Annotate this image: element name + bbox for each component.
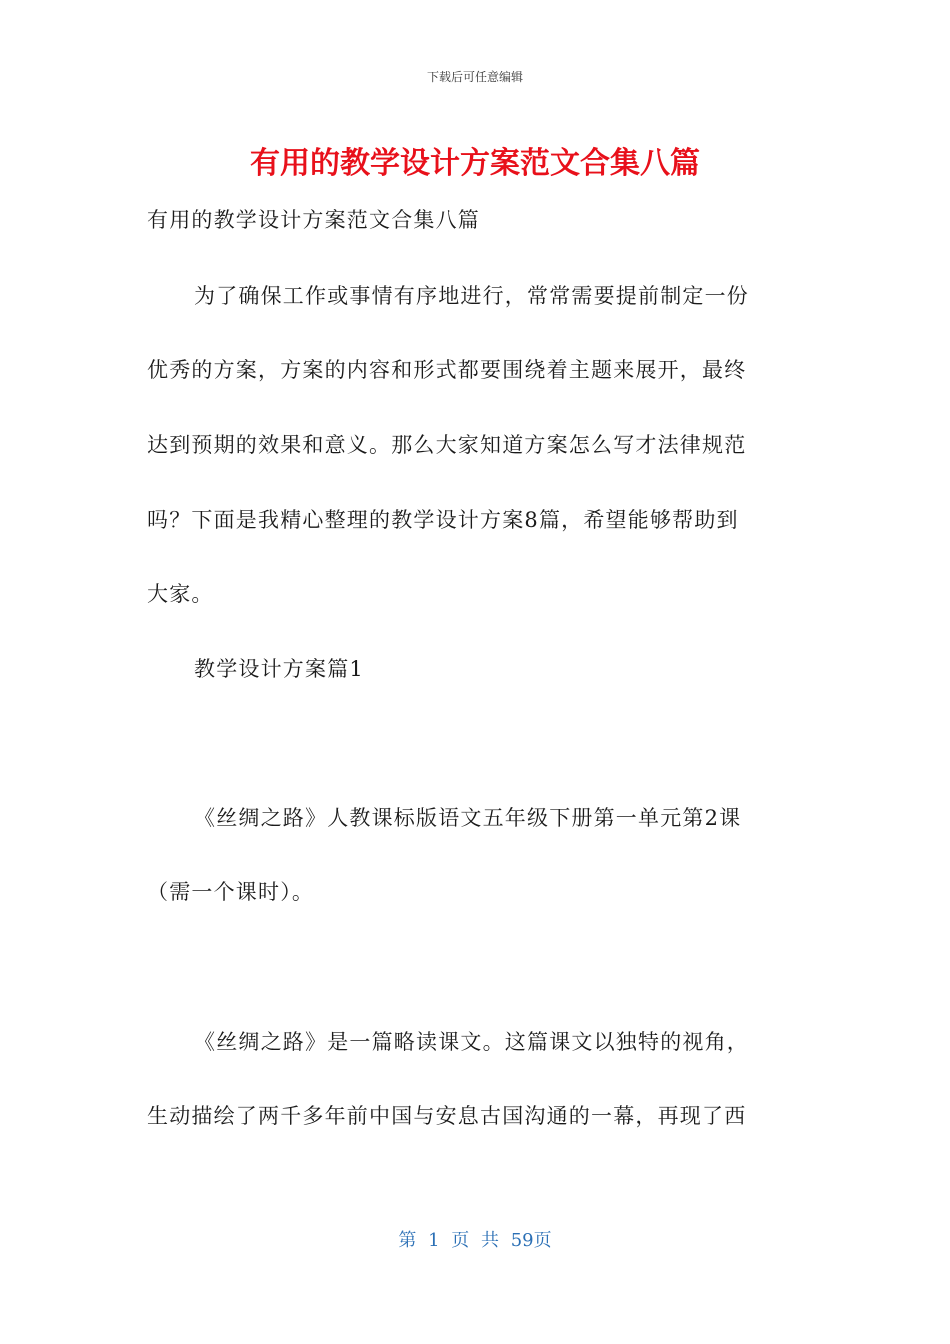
header-note: 下载后可任意编辑 [426, 70, 523, 84]
paragraph-line: （需一个课时）。 [147, 880, 315, 904]
paragraph-line: 生动描绘了两千多年前中国与安息古国沟通的一幕，再现了西 [147, 1104, 747, 1128]
paragraph-line: 优秀的方案，方案的内容和形式都要围绕着主题来展开，最终 [147, 358, 747, 382]
paragraph-line: 吗？下面是我精心整理的教学设计方案8篇，希望能够帮助到 [147, 508, 739, 532]
section-heading: 教学设计方案篇1 [194, 657, 364, 681]
paragraph-line: 《丝绸之路》人教课标版语文五年级下册第一单元第2课 [194, 806, 742, 830]
page-footer: 第 1 页 共 59页 [398, 1230, 552, 1251]
subtitle-line: 有用的教学设计方案范文合集八篇 [147, 208, 480, 232]
paragraph-line: 达到预期的效果和意义。那么大家知道方案怎么写才法律规范 [147, 433, 747, 457]
paragraph-line: 《丝绸之路》是一篇略读课文。这篇课文以独特的视角， [194, 1030, 749, 1054]
document-title: 有用的教学设计方案范文合集八篇 [250, 146, 700, 181]
paragraph-line: 为了确保工作或事情有序地进行，常常需要提前制定一份 [194, 284, 749, 308]
paragraph-line: 大家。 [147, 582, 214, 606]
